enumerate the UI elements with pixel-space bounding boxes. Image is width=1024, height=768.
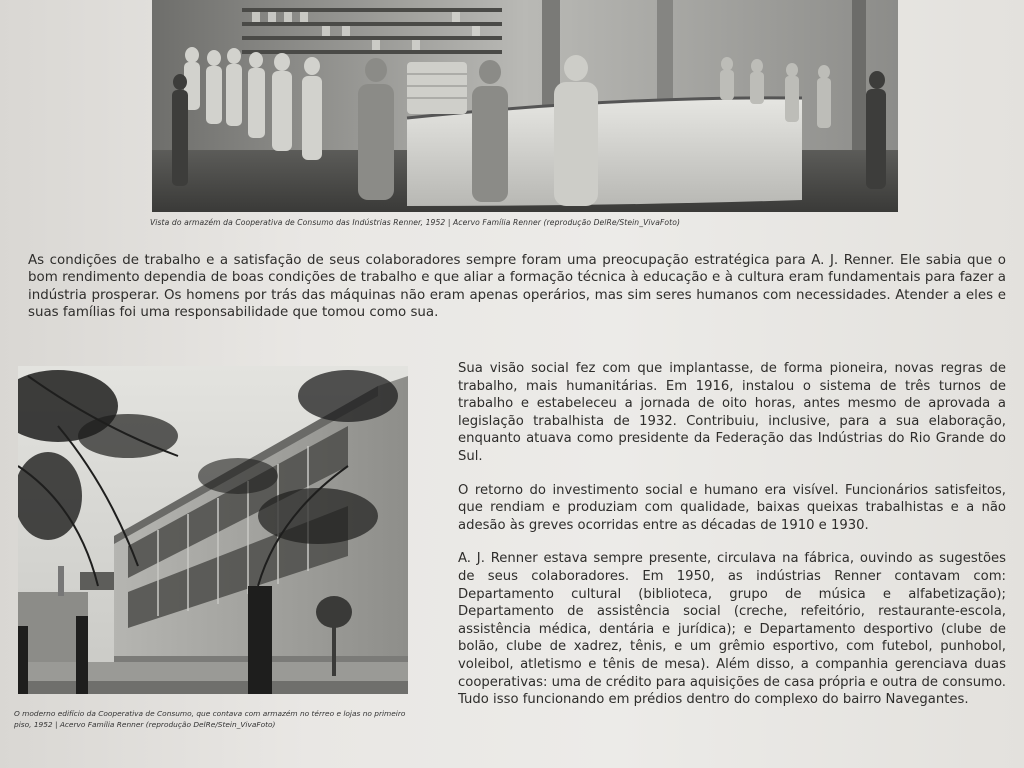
intro-text: As condições de trabalho e a satisfação de seus colaboradores sempre foram uma preocupação estratégica para A. J. Renner. Ele sabia que o bom rendimento dependia de boas condições de trabalho e que aliar a formação técnica à educação e à cultura eram fundamentais para fazer a indústria prosperar. Os homens por trás das máquinas não eram apenas operários, mas sim seres humanos com necessidades. Atender a eles e suas famílias foi uma responsabilidade que tomou como sua. — [28, 253, 1006, 321]
cooperative-building-photo-image — [18, 366, 408, 694]
warehouse-photo-image — [152, 0, 898, 212]
intro-paragraph — [28, 252, 1006, 322]
cooperative-building-photo — [18, 366, 408, 694]
body-paragraph-1: Sua visão social fez com que implantasse, de forma pioneira, novas regras de trabalho, mais humanitárias. Em 1916, instalou o sistema de três turnos de trabalho e estabeleceu a jornada de oito horas, antes mesmo de aprovada a legislação trabalhista de 1932. Contribuiu, inclusive, para a sua elaboração, enquanto atuava como presidente da Federação das Indústrias do Rio Grande do Sul. — [458, 361, 1006, 464]
bottom-photo-caption: O moderno edifício da Cooperativa de Consumo, que contava com armazém no térreo e lojas no primeiro piso, 1952 | Acervo Família Renner (reprodução DelRe/Stein_VivaFoto) — [14, 709, 406, 729]
top-photo-caption: Vista do armazém da Cooperativa de Consumo das Indústrias Renner, 1952 | Acervo Família Renner (reprodução DelRe/Stein_VivaFoto) — [150, 218, 681, 227]
body-paragraph-2: O retorno do investimento social e humano era visível. Funcionários satisfeitos, que rendiam e produziam com qualidade, baixas queixas trabalhistas e a não adesão às greves ocorridas entre as décadas de 1910 e 1930. — [458, 482, 1006, 533]
body-paragraph-3: A. J. Renner estava sempre presente, circulava na fábrica, ouvindo as sugestões de seus colaboradores. Em 1950, as indústrias Renner contavam com: Departamento cultural (biblioteca, grupo de música e alfabetização); Departamento de assistência social (creche, refeitório, restaurante-escola, assistência médica, dentária e jurídica); e Departamento desportivo (clube de bolão, clube de xadrez, tênis, e um grêmio esportivo, com futebol, punhobol, voleibol, atletismo e tênis de mesa). Além disso, a companhia gerenciava duas cooperativas: uma de crédito para aquisições de casa própria e outra de consumo. Tudo isso funcionando em prédios dentro do complexo do bairro Navegantes. — [458, 551, 1006, 708]
warehouse-photo — [152, 0, 898, 212]
body-text-column — [458, 360, 1006, 725]
